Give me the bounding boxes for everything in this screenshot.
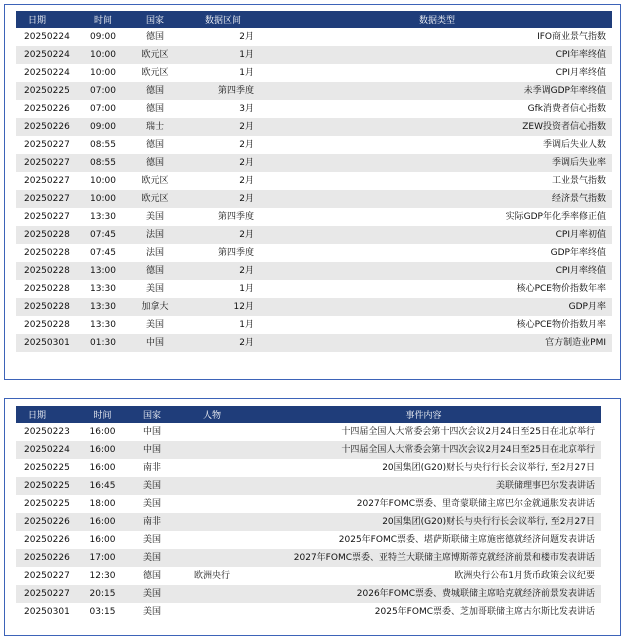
cell-date: 20250224: [16, 46, 80, 64]
table-row: [16, 226, 612, 244]
cell-country: 加拿大: [126, 298, 184, 316]
cell-data-range: 第四季度: [184, 208, 262, 226]
cell-data-type: IFO商业景气指数: [262, 28, 612, 46]
cell-time: 16:00: [79, 423, 126, 441]
cell-time: 16:45: [79, 477, 126, 495]
cell-data-range: 2月: [184, 154, 262, 172]
header-time: 时间: [80, 11, 126, 28]
cell-date: 20250228: [16, 244, 80, 262]
economic-data-body: [16, 28, 612, 352]
cell-country: 欧元区: [126, 64, 184, 82]
cell-country: 欧元区: [126, 190, 184, 208]
cell-person: [178, 423, 246, 441]
cell-time: 17:00: [79, 549, 126, 567]
cell-country: 德国: [126, 100, 184, 118]
cell-country: 美国: [126, 477, 178, 495]
table-row: [16, 495, 601, 513]
table-row: [16, 567, 601, 585]
table-row: [16, 477, 601, 495]
cell-event: 欧洲央行公布1月货币政策会议纪要: [246, 567, 601, 585]
cell-data-range: 1月: [184, 64, 262, 82]
cell-event: 20国集团(G20)财长与央行行长会议举行, 至2月27日: [246, 459, 601, 477]
cell-person: [178, 441, 246, 459]
table-row: [16, 136, 612, 154]
table-row: [16, 513, 601, 531]
cell-date: 20250224: [16, 441, 79, 459]
events-body: [16, 423, 601, 621]
cell-data-range: 1月: [184, 316, 262, 334]
cell-data-type: GDP年率终值: [262, 244, 612, 262]
cell-data-type: ZEW投资者信心指数: [262, 118, 612, 136]
cell-data-range: 2月: [184, 190, 262, 208]
cell-date: 20250227: [16, 585, 79, 603]
table-row: [16, 549, 601, 567]
cell-country: 美国: [126, 316, 184, 334]
cell-event: 2027年FOMC票委、里奇蒙联储主席巴尔金就通胀发表讲话: [246, 495, 601, 513]
cell-data-type: 核心PCE物价指数月率: [262, 316, 612, 334]
cell-date: 20250227: [16, 136, 80, 154]
header-person: 人物: [178, 406, 246, 423]
cell-date: 20250227: [16, 190, 80, 208]
cell-event: 2025年FOMC票委、堪萨斯联储主席施密德就经济问题发表讲话: [246, 531, 601, 549]
cell-country: 德国: [126, 262, 184, 280]
cell-time: 07:00: [80, 100, 126, 118]
cell-time: 10:00: [80, 46, 126, 64]
events-panel: [4, 398, 621, 636]
cell-time: 07:00: [80, 82, 126, 100]
cell-time: 13:30: [80, 280, 126, 298]
header-time: 时间: [79, 406, 126, 423]
cell-country: 美国: [126, 495, 178, 513]
cell-time: 10:00: [80, 172, 126, 190]
cell-data-range: 12月: [184, 298, 262, 316]
cell-event: 十四届全国人大常委会第十四次会议2月24日至25日在北京举行: [246, 441, 601, 459]
header-data-range: 数据区间: [184, 11, 262, 28]
cell-person: [178, 495, 246, 513]
cell-person: [178, 549, 246, 567]
header-country: 国家: [126, 11, 184, 28]
cell-person: [178, 585, 246, 603]
cell-time: 20:15: [79, 585, 126, 603]
cell-time: 10:00: [80, 190, 126, 208]
cell-date: 20250225: [16, 495, 79, 513]
cell-time: 13:30: [80, 298, 126, 316]
cell-date: 20250226: [16, 513, 79, 531]
table-row: [16, 28, 612, 46]
cell-time: 16:00: [79, 441, 126, 459]
cell-date: 20250226: [16, 531, 79, 549]
header-date: 日期: [16, 406, 79, 423]
cell-country: 德国: [126, 28, 184, 46]
cell-time: 08:55: [80, 136, 126, 154]
cell-data-type: 官方制造业PMI: [262, 334, 612, 352]
cell-event: 2025年FOMC票委、芝加哥联储主席古尔斯比发表讲话: [246, 603, 601, 621]
table-row: [16, 190, 612, 208]
table-header-row: [16, 11, 612, 28]
table-row: [16, 118, 612, 136]
cell-country: 法国: [126, 226, 184, 244]
cell-time: 13:00: [80, 262, 126, 280]
cell-data-range: 2月: [184, 136, 262, 154]
table-row: [16, 208, 612, 226]
table-row: [16, 172, 612, 190]
cell-date: 20250223: [16, 423, 79, 441]
cell-person: [178, 477, 246, 495]
cell-person: [178, 531, 246, 549]
cell-date: 20250228: [16, 280, 80, 298]
table-row: [16, 334, 612, 352]
cell-date: 20250225: [16, 459, 79, 477]
cell-country: 欧元区: [126, 46, 184, 64]
header-date: 日期: [16, 11, 80, 28]
cell-time: 13:30: [80, 316, 126, 334]
table-row: [16, 244, 612, 262]
cell-person: [178, 513, 246, 531]
table-row: [16, 603, 601, 621]
cell-time: 10:00: [80, 64, 126, 82]
cell-time: 03:15: [79, 603, 126, 621]
cell-data-type: Gfk消费者信心指数: [262, 100, 612, 118]
table-row: [16, 64, 612, 82]
cell-data-range: 2月: [184, 172, 262, 190]
economic-data-table: [16, 11, 612, 352]
cell-time: 09:00: [80, 118, 126, 136]
cell-date: 20250228: [16, 226, 80, 244]
economic-data-panel: [4, 4, 621, 380]
cell-date: 20250227: [16, 208, 80, 226]
cell-date: 20250224: [16, 28, 80, 46]
cell-country: 中国: [126, 334, 184, 352]
cell-time: 16:00: [79, 513, 126, 531]
cell-data-range: 1月: [184, 280, 262, 298]
cell-country: 中国: [126, 423, 178, 441]
cell-person: 欧洲央行: [178, 567, 246, 585]
cell-date: 20250228: [16, 298, 80, 316]
cell-time: 12:30: [79, 567, 126, 585]
cell-country: 中国: [126, 441, 178, 459]
cell-event: 十四届全国人大常委会第十四次会议2月24日至25日在北京举行: [246, 423, 601, 441]
cell-event: 2026年FOMC票委、费城联储主席哈克就经济前景发表讲话: [246, 585, 601, 603]
cell-country: 美国: [126, 280, 184, 298]
cell-date: 20250227: [16, 172, 80, 190]
cell-data-range: 2月: [184, 262, 262, 280]
cell-data-type: CPI月率终值: [262, 262, 612, 280]
cell-date: 20250301: [16, 603, 79, 621]
cell-data-range: 2月: [184, 226, 262, 244]
cell-person: [178, 603, 246, 621]
table-row: [16, 423, 601, 441]
table-row: [16, 316, 612, 334]
table-row: [16, 280, 612, 298]
cell-data-type: CPI年率终值: [262, 46, 612, 64]
cell-time: 13:30: [80, 208, 126, 226]
cell-date: 20250227: [16, 154, 80, 172]
cell-data-range: 1月: [184, 46, 262, 64]
cell-date: 20250227: [16, 567, 79, 585]
cell-date: 20250301: [16, 334, 80, 352]
cell-data-type: 核心PCE物价指数年率: [262, 280, 612, 298]
table-row: [16, 531, 601, 549]
cell-date: 20250226: [16, 549, 79, 567]
cell-country: 美国: [126, 549, 178, 567]
cell-data-type: 实际GDP年化季率修正值: [262, 208, 612, 226]
table-row: [16, 82, 612, 100]
cell-country: 德国: [126, 82, 184, 100]
cell-country: 美国: [126, 208, 184, 226]
table-row: [16, 459, 601, 477]
cell-country: 美国: [126, 603, 178, 621]
cell-date: 20250226: [16, 118, 80, 136]
cell-country: 美国: [126, 585, 178, 603]
cell-date: 20250228: [16, 316, 80, 334]
cell-data-range: 3月: [184, 100, 262, 118]
cell-data-range: 2月: [184, 118, 262, 136]
header-country: 国家: [126, 406, 178, 423]
cell-data-range: 2月: [184, 334, 262, 352]
cell-time: 08:55: [80, 154, 126, 172]
cell-data-range: 2月: [184, 28, 262, 46]
cell-country: 德国: [126, 136, 184, 154]
cell-country: 南非: [126, 513, 178, 531]
cell-country: 德国: [126, 154, 184, 172]
cell-event: 美联储理事巴尔发表讲话: [246, 477, 601, 495]
header-event: 事件内容: [246, 406, 601, 423]
cell-data-type: CPI月率终值: [262, 64, 612, 82]
cell-time: 01:30: [80, 334, 126, 352]
cell-country: 美国: [126, 531, 178, 549]
cell-data-type: 季调后失业人数: [262, 136, 612, 154]
cell-time: 09:00: [80, 28, 126, 46]
cell-time: 07:45: [80, 244, 126, 262]
table-header-row: [16, 406, 601, 423]
cell-country: 德国: [126, 567, 178, 585]
header-data-type: 数据类型: [262, 11, 612, 28]
cell-event: 20国集团(G20)财长与央行行长会议举行, 至2月27日: [246, 513, 601, 531]
table-row: [16, 46, 612, 64]
table-row: [16, 154, 612, 172]
table-row: [16, 441, 601, 459]
cell-data-type: 未季调GDP年率终值: [262, 82, 612, 100]
cell-date: 20250228: [16, 262, 80, 280]
cell-data-type: CPI月率初值: [262, 226, 612, 244]
cell-event: 2027年FOMC票委、亚特兰大联储主席博斯蒂克就经济前景和楼市发表讲话: [246, 549, 601, 567]
cell-country: 瑞士: [126, 118, 184, 136]
cell-data-type: GDP月率: [262, 298, 612, 316]
cell-country: 欧元区: [126, 172, 184, 190]
table-row: [16, 262, 612, 280]
cell-date: 20250224: [16, 64, 80, 82]
cell-time: 18:00: [79, 495, 126, 513]
cell-data-range: 第四季度: [184, 82, 262, 100]
cell-date: 20250225: [16, 82, 80, 100]
cell-time: 16:00: [79, 531, 126, 549]
cell-country: 南非: [126, 459, 178, 477]
table-row: [16, 100, 612, 118]
table-row: [16, 298, 612, 316]
events-table: [16, 406, 601, 621]
cell-data-type: 工业景气指数: [262, 172, 612, 190]
cell-date: 20250225: [16, 477, 79, 495]
cell-country: 法国: [126, 244, 184, 262]
cell-person: [178, 459, 246, 477]
cell-date: 20250226: [16, 100, 80, 118]
cell-data-range: 第四季度: [184, 244, 262, 262]
table-row: [16, 585, 601, 603]
cell-time: 07:45: [80, 226, 126, 244]
cell-data-type: 经济景气指数: [262, 190, 612, 208]
cell-time: 16:00: [79, 459, 126, 477]
cell-data-type: 季调后失业率: [262, 154, 612, 172]
